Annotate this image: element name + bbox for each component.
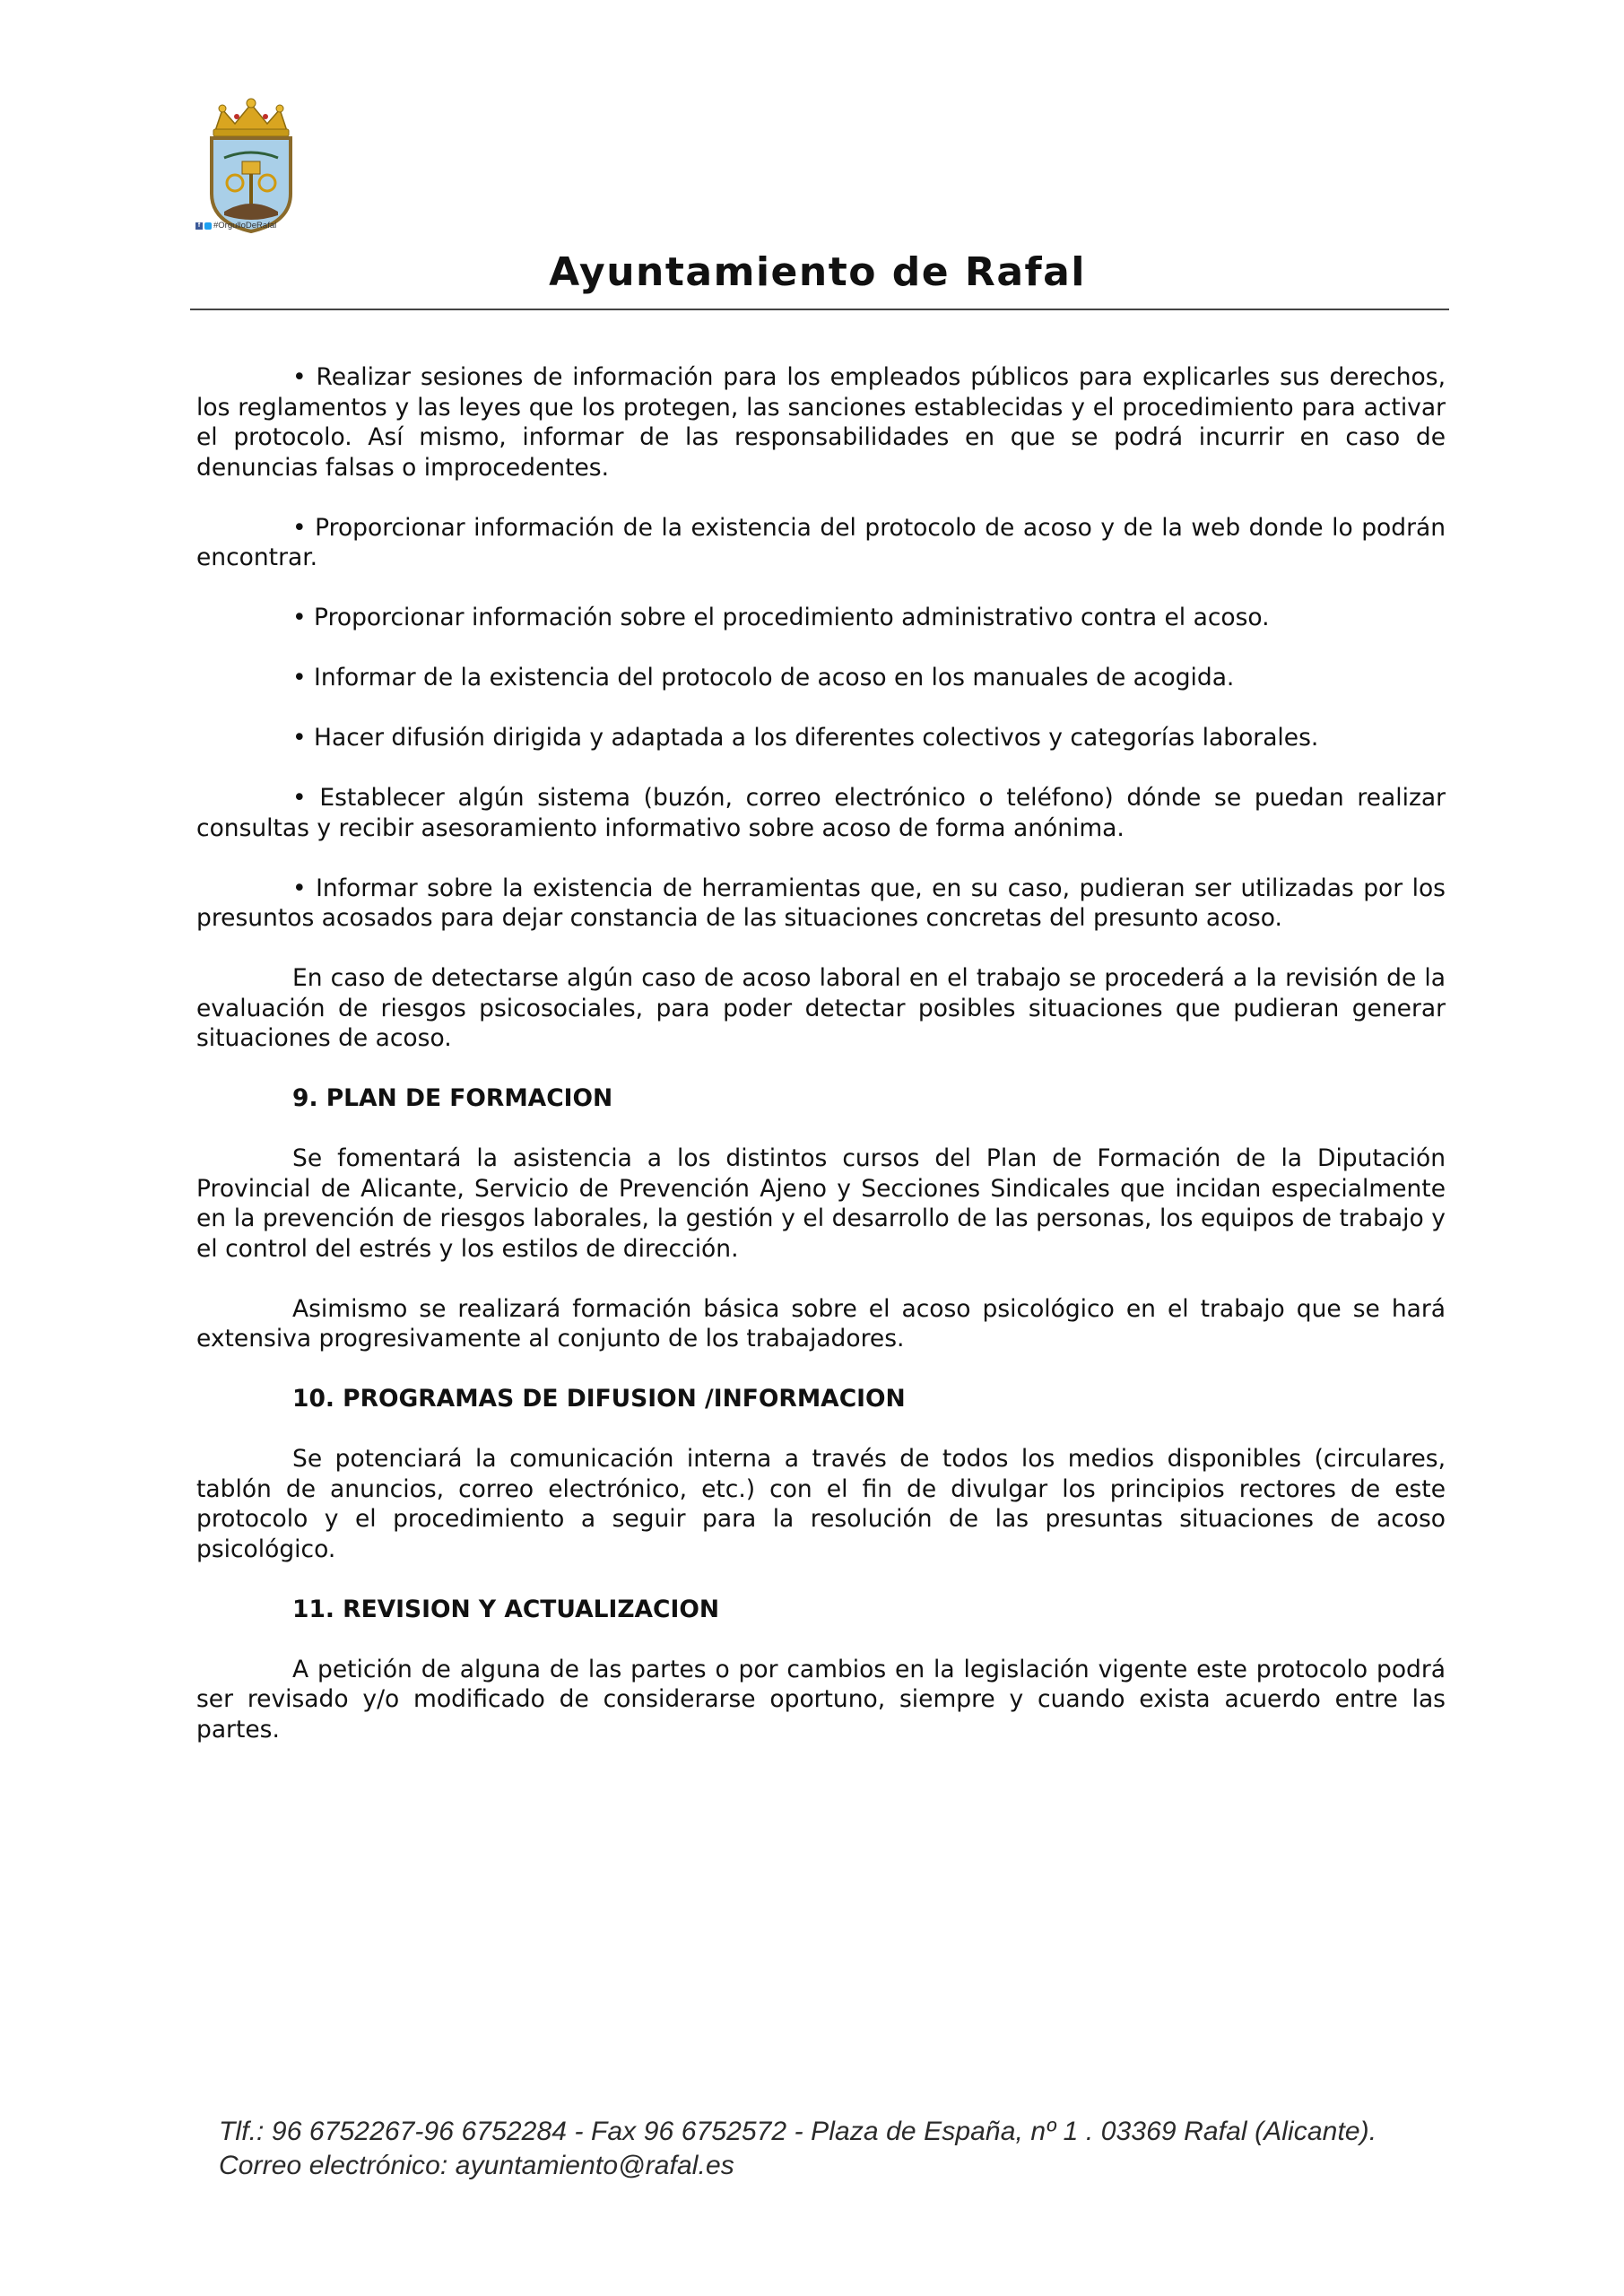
section-heading: 10. PROGRAMAS DE DIFUSION /INFORMACION [292, 1385, 906, 1413]
paragraph: • Establecer algún sistema (buzón, correo electrónico o teléfono) dónde se puedan realizar consultas y recibir asesoramiento informativo sobre acoso de forma anónima. [196, 784, 1446, 842]
paragraph: A petición de alguna de las partes o por cambios en la legislación vigente este protocolo podrá ser revisado y/o modificado de considerarse oportuno, siempre y cuando exista acuerdo entre las partes. [196, 1655, 1446, 1744]
page-title-text: Ayuntamiento de Rafal [549, 249, 1086, 295]
hashtag-text: #OrgulloDeRafal [213, 221, 277, 230]
crown-icon [213, 99, 289, 136]
social-hashtag [195, 221, 330, 230]
paragraph: Se potenciará la comunicación interna a través de todos los medios disponibles (circulares, tablón de anuncios, correo electrónico, etc.) con el fin de divulgar los principios rectores de este protocolo y el procedimiento a seguir para la resolución de las presuntas situaciones de acoso psicológico. [196, 1445, 1446, 1563]
facebook-icon: f [195, 222, 203, 230]
paragraph: En caso de detectarse algún caso de acoso laboral en el trabajo se procederá a la revisión de la evaluación de riesgos psicosociales, para poder detectar posibles situaciones que pudieran generar situaciones de acoso. [196, 964, 1446, 1052]
footer-address: Tlf.: 96 6752267-96 6752284 - Fax 96 6752572 - Plaza de España, nº 1 . 03369 Rafal (Alicante). [219, 2117, 1377, 2146]
coat-of-arms-logo [188, 97, 314, 240]
page-title [0, 249, 1624, 295]
paragraph: • Informar sobre la existencia de herramientas que, en su caso, pudieran ser utilizadas por los presuntos acosados para dejar constancia de las situaciones concretas del presunto acoso. [196, 874, 1446, 932]
shield-icon [212, 138, 291, 231]
twitter-icon [204, 222, 212, 230]
paragraph: • Proporcionar información sobre el procedimiento administrativo contra el acoso. [292, 604, 1270, 631]
paragraph: • Realizar sesiones de información para los empleados públicos para explicarles sus derechos, los reglamentos y las leyes que los protegen, las sanciones establecidas y el procedimiento para activar el protocolo. Así mismo, informar de las responsabilidades en que se podrá incurrir en caso de denuncias falsas o improcedentes. [196, 363, 1446, 482]
footer-email: Correo electrónico: ayuntamiento@rafal.es [219, 2151, 734, 2180]
document-body [196, 362, 1446, 1775]
header-divider [190, 309, 1449, 310]
paragraph: • Proporcionar información de la existencia del protocolo de acoso y de la web donde lo podrán encontrar. [196, 513, 1446, 571]
section-heading: 9. PLAN DE FORMACION [292, 1084, 613, 1112]
footer-contact [219, 2115, 1385, 2183]
paragraph: • Hacer difusión dirigida y adaptada a los diferentes colectivos y categorías laborales. [292, 724, 1319, 752]
section-heading: 11. REVISION Y ACTUALIZACION [292, 1595, 720, 1623]
paragraph: Asimismo se realizará formación básica sobre el acoso psicológico en el trabajo que se hará extensiva progresivamente al conjunto de los trabajadores. [196, 1294, 1446, 1352]
paragraph: • Informar de la existencia del protocolo de acoso en los manuales de acogida. [292, 664, 1235, 691]
paragraph: Se fomentará la asistencia a los distintos cursos del Plan de Formación de la Diputación Provincial de Alicante, Servicio de Prevención Ajeno y Secciones Sindicales que incidan especialmente en la prevención de riesgos laborales, la gestión y el desarrollo de las personas, los equipos de trabajo y el control del estrés y los estilos de dirección. [196, 1144, 1446, 1263]
